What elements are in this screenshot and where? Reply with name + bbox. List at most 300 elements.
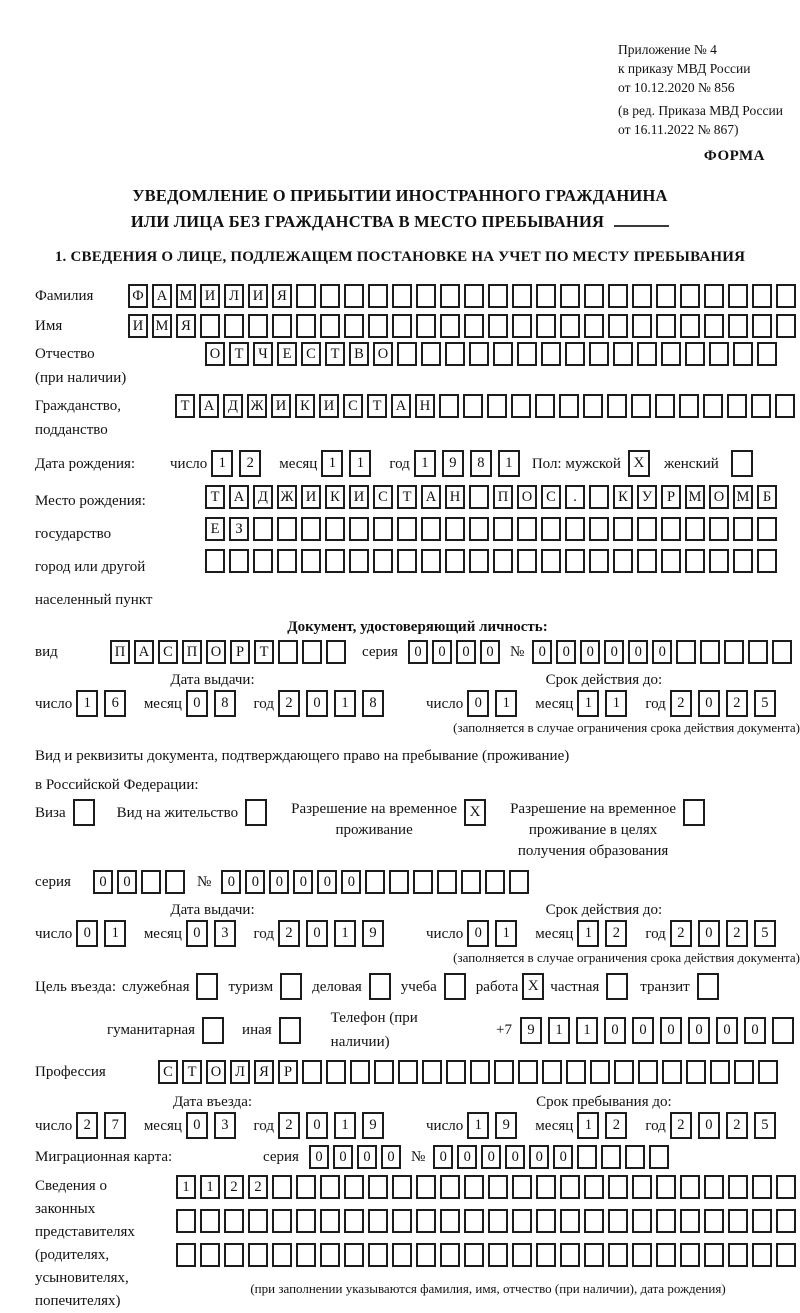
form-cell[interactable] <box>757 549 777 573</box>
form-cell[interactable] <box>296 1209 316 1233</box>
form-cell[interactable] <box>494 1060 514 1084</box>
form-cell[interactable]: Б <box>757 485 777 509</box>
form-cell[interactable] <box>413 870 433 894</box>
form-cell[interactable] <box>296 284 316 308</box>
form-cell[interactable]: Е <box>205 517 225 541</box>
form-cell[interactable] <box>278 640 298 664</box>
form-cell[interactable]: 0 <box>306 1112 328 1139</box>
form-cell[interactable]: 1 <box>349 450 371 477</box>
form-cell[interactable] <box>344 1209 364 1233</box>
form-cell[interactable]: 0 <box>553 1145 573 1169</box>
form-cell[interactable] <box>752 284 772 308</box>
form-cell[interactable] <box>325 517 345 541</box>
form-cell[interactable] <box>368 1175 388 1199</box>
form-cell[interactable] <box>421 342 441 366</box>
form-cell[interactable]: 5 <box>754 1112 776 1139</box>
form-cell[interactable]: 1 <box>548 1017 570 1044</box>
form-cell[interactable]: 0 <box>76 920 98 947</box>
form-cell[interactable]: 0 <box>467 920 489 947</box>
form-cell[interactable] <box>584 1175 604 1199</box>
form-cell[interactable] <box>464 1209 484 1233</box>
form-cell[interactable] <box>748 640 768 664</box>
form-cell[interactable]: 0 <box>117 870 137 894</box>
form-cell[interactable]: О <box>206 640 226 664</box>
form-cell[interactable] <box>392 1175 412 1199</box>
form-cell[interactable] <box>656 1209 676 1233</box>
form-cell[interactable]: 2 <box>278 920 300 947</box>
form-cell[interactable] <box>637 517 657 541</box>
form-cell[interactable] <box>772 1017 794 1044</box>
form-cell[interactable] <box>685 549 705 573</box>
form-cell[interactable] <box>349 517 369 541</box>
form-cell[interactable] <box>470 1060 490 1084</box>
form-cell[interactable] <box>141 870 161 894</box>
form-cell[interactable]: Т <box>254 640 274 664</box>
form-cell[interactable] <box>512 1209 532 1233</box>
form-cell[interactable]: Р <box>278 1060 298 1084</box>
form-cell[interactable] <box>710 1060 730 1084</box>
form-cell[interactable]: Л <box>224 284 244 308</box>
form-cell[interactable] <box>374 1060 394 1084</box>
form-cell[interactable] <box>272 1209 292 1233</box>
form-cell[interactable] <box>464 1175 484 1199</box>
form-cell[interactable] <box>608 1175 628 1199</box>
form-cell[interactable] <box>560 1209 580 1233</box>
form-cell[interactable] <box>608 314 628 338</box>
form-cell[interactable]: К <box>325 485 345 509</box>
form-cell[interactable]: 1 <box>495 690 517 717</box>
form-cell[interactable] <box>686 1060 706 1084</box>
form-cell[interactable]: 0 <box>306 690 328 717</box>
form-cell[interactable] <box>464 284 484 308</box>
form-cell[interactable] <box>728 284 748 308</box>
form-cell[interactable] <box>200 1243 220 1267</box>
purpose-humanitarian-checkbox[interactable] <box>202 1017 224 1044</box>
form-cell[interactable]: Ч <box>253 342 273 366</box>
form-cell[interactable]: 0 <box>480 640 500 664</box>
edu-permit-checkbox[interactable] <box>683 799 705 826</box>
form-cell[interactable]: 1 <box>577 1112 599 1139</box>
form-cell[interactable]: Я <box>176 314 196 338</box>
form-cell[interactable]: 0 <box>698 920 720 947</box>
form-cell[interactable] <box>565 517 585 541</box>
form-cell[interactable] <box>200 1209 220 1233</box>
form-cell[interactable] <box>752 1209 772 1233</box>
form-cell[interactable] <box>536 1175 556 1199</box>
form-cell[interactable]: О <box>206 1060 226 1084</box>
form-cell[interactable] <box>680 284 700 308</box>
form-cell[interactable] <box>583 394 603 418</box>
form-cell[interactable] <box>422 1060 442 1084</box>
form-cell[interactable] <box>542 1060 562 1084</box>
form-cell[interactable]: 1 <box>605 690 627 717</box>
form-cell[interactable] <box>577 1145 597 1169</box>
form-cell[interactable] <box>272 314 292 338</box>
form-cell[interactable]: 2 <box>278 690 300 717</box>
form-cell[interactable]: 0 <box>698 690 720 717</box>
form-cell[interactable]: 0 <box>93 870 113 894</box>
form-cell[interactable] <box>676 640 696 664</box>
form-cell[interactable] <box>440 284 460 308</box>
form-cell[interactable]: Д <box>223 394 243 418</box>
form-cell[interactable]: 0 <box>529 1145 549 1169</box>
form-cell[interactable] <box>493 517 513 541</box>
form-cell[interactable]: 8 <box>470 450 492 477</box>
form-cell[interactable]: 5 <box>754 920 776 947</box>
form-cell[interactable]: Т <box>175 394 195 418</box>
form-cell[interactable]: 8 <box>214 690 236 717</box>
form-cell[interactable] <box>165 870 185 894</box>
form-cell[interactable] <box>320 1243 340 1267</box>
form-cell[interactable]: М <box>152 314 172 338</box>
form-cell[interactable]: 0 <box>381 1145 401 1169</box>
form-cell[interactable] <box>512 1175 532 1199</box>
form-cell[interactable] <box>625 1145 645 1169</box>
form-cell[interactable] <box>421 549 441 573</box>
form-cell[interactable]: 2 <box>605 920 627 947</box>
form-cell[interactable] <box>649 1145 669 1169</box>
form-cell[interactable] <box>365 870 385 894</box>
form-cell[interactable]: И <box>319 394 339 418</box>
form-cell[interactable] <box>469 517 489 541</box>
form-cell[interactable] <box>445 549 465 573</box>
form-cell[interactable]: Д <box>253 485 273 509</box>
form-cell[interactable] <box>398 1060 418 1084</box>
form-cell[interactable] <box>512 284 532 308</box>
form-cell[interactable]: 1 <box>414 450 436 477</box>
form-cell[interactable]: 0 <box>341 870 361 894</box>
form-cell[interactable]: 0 <box>186 690 208 717</box>
form-cell[interactable] <box>601 1145 621 1169</box>
form-cell[interactable] <box>700 640 720 664</box>
form-cell[interactable] <box>224 1243 244 1267</box>
form-cell[interactable]: Т <box>229 342 249 366</box>
purpose-work-checkbox[interactable]: X <box>522 973 544 1000</box>
form-cell[interactable] <box>326 640 346 664</box>
form-cell[interactable]: Т <box>182 1060 202 1084</box>
form-cell[interactable] <box>613 342 633 366</box>
form-cell[interactable] <box>584 314 604 338</box>
form-cell[interactable] <box>253 517 273 541</box>
form-cell[interactable]: 0 <box>744 1017 766 1044</box>
form-cell[interactable] <box>445 517 465 541</box>
form-cell[interactable] <box>589 517 609 541</box>
form-cell[interactable] <box>607 394 627 418</box>
form-cell[interactable]: 1 <box>495 920 517 947</box>
form-cell[interactable]: Ж <box>277 485 297 509</box>
form-cell[interactable]: 0 <box>433 1145 453 1169</box>
form-cell[interactable]: 0 <box>505 1145 525 1169</box>
form-cell[interactable]: А <box>391 394 411 418</box>
form-cell[interactable] <box>397 517 417 541</box>
form-cell[interactable] <box>488 1243 508 1267</box>
form-cell[interactable]: 2 <box>670 690 692 717</box>
form-cell[interactable]: . <box>565 485 585 509</box>
form-cell[interactable] <box>488 314 508 338</box>
form-cell[interactable] <box>205 549 225 573</box>
temp-permit-checkbox[interactable]: X <box>464 799 486 826</box>
form-cell[interactable] <box>727 394 747 418</box>
form-cell[interactable]: Н <box>415 394 435 418</box>
form-cell[interactable] <box>536 1243 556 1267</box>
form-cell[interactable] <box>416 314 436 338</box>
form-cell[interactable] <box>613 517 633 541</box>
form-cell[interactable] <box>560 1243 580 1267</box>
form-cell[interactable]: 0 <box>628 640 648 664</box>
form-cell[interactable] <box>517 517 537 541</box>
form-cell[interactable] <box>728 1243 748 1267</box>
form-cell[interactable]: 1 <box>211 450 233 477</box>
form-cell[interactable]: Л <box>230 1060 250 1084</box>
form-cell[interactable] <box>757 517 777 541</box>
form-cell[interactable]: В <box>349 342 369 366</box>
form-cell[interactable] <box>680 1175 700 1199</box>
form-cell[interactable]: 7 <box>104 1112 126 1139</box>
form-cell[interactable] <box>685 517 705 541</box>
form-cell[interactable]: 3 <box>214 1112 236 1139</box>
form-cell[interactable]: А <box>421 485 441 509</box>
form-cell[interactable] <box>685 342 705 366</box>
form-cell[interactable] <box>584 284 604 308</box>
form-cell[interactable]: А <box>229 485 249 509</box>
purpose-business-checkbox[interactable] <box>369 973 391 1000</box>
form-cell[interactable] <box>200 314 220 338</box>
form-cell[interactable] <box>752 1175 772 1199</box>
form-cell[interactable]: 0 <box>309 1145 329 1169</box>
form-cell[interactable] <box>752 1243 772 1267</box>
form-cell[interactable] <box>509 870 529 894</box>
form-cell[interactable] <box>439 394 459 418</box>
form-cell[interactable] <box>680 1243 700 1267</box>
form-cell[interactable] <box>704 284 724 308</box>
form-cell[interactable]: 0 <box>408 640 428 664</box>
form-cell[interactable]: 2 <box>76 1112 98 1139</box>
form-cell[interactable] <box>446 1060 466 1084</box>
form-cell[interactable]: 9 <box>362 1112 384 1139</box>
form-cell[interactable] <box>464 314 484 338</box>
form-cell[interactable]: 1 <box>498 450 520 477</box>
form-cell[interactable]: И <box>349 485 369 509</box>
form-cell[interactable] <box>703 394 723 418</box>
form-cell[interactable] <box>614 1060 634 1084</box>
form-cell[interactable]: У <box>637 485 657 509</box>
form-cell[interactable]: 0 <box>333 1145 353 1169</box>
form-cell[interactable] <box>757 342 777 366</box>
form-cell[interactable] <box>589 485 609 509</box>
form-cell[interactable]: Я <box>272 284 292 308</box>
form-cell[interactable] <box>613 549 633 573</box>
form-cell[interactable] <box>296 1175 316 1199</box>
form-cell[interactable] <box>518 1060 538 1084</box>
form-cell[interactable]: 1 <box>467 1112 489 1139</box>
form-cell[interactable]: Р <box>661 485 681 509</box>
form-cell[interactable] <box>253 549 273 573</box>
form-cell[interactable] <box>440 1243 460 1267</box>
form-cell[interactable] <box>709 342 729 366</box>
form-cell[interactable]: 2 <box>726 920 748 947</box>
form-cell[interactable] <box>277 517 297 541</box>
form-cell[interactable]: 0 <box>432 640 452 664</box>
form-cell[interactable] <box>776 314 796 338</box>
form-cell[interactable]: 2 <box>726 1112 748 1139</box>
purpose-study-checkbox[interactable] <box>444 973 466 1000</box>
form-cell[interactable] <box>566 1060 586 1084</box>
form-cell[interactable] <box>608 1209 628 1233</box>
form-cell[interactable] <box>590 1060 610 1084</box>
form-cell[interactable] <box>632 284 652 308</box>
form-cell[interactable] <box>734 1060 754 1084</box>
form-cell[interactable] <box>541 342 561 366</box>
form-cell[interactable]: И <box>248 284 268 308</box>
form-cell[interactable]: Ж <box>247 394 267 418</box>
form-cell[interactable]: 0 <box>186 920 208 947</box>
form-cell[interactable] <box>301 549 321 573</box>
form-cell[interactable] <box>772 640 792 664</box>
form-cell[interactable] <box>776 1175 796 1199</box>
form-cell[interactable] <box>392 284 412 308</box>
form-cell[interactable] <box>493 549 513 573</box>
form-cell[interactable] <box>656 314 676 338</box>
purpose-other-checkbox[interactable] <box>279 1017 301 1044</box>
purpose-tourism-checkbox[interactable] <box>280 973 302 1000</box>
form-cell[interactable] <box>704 1243 724 1267</box>
form-cell[interactable] <box>320 284 340 308</box>
form-cell[interactable]: 0 <box>457 1145 477 1169</box>
form-cell[interactable]: 0 <box>580 640 600 664</box>
form-cell[interactable] <box>368 1243 388 1267</box>
form-cell[interactable] <box>463 394 483 418</box>
form-cell[interactable] <box>656 284 676 308</box>
form-cell[interactable]: Т <box>397 485 417 509</box>
form-cell[interactable] <box>272 1175 292 1199</box>
residence-permit-checkbox[interactable] <box>245 799 267 826</box>
form-cell[interactable] <box>631 394 651 418</box>
form-cell[interactable]: 0 <box>456 640 476 664</box>
form-cell[interactable]: 0 <box>716 1017 738 1044</box>
form-cell[interactable] <box>632 1209 652 1233</box>
form-cell[interactable] <box>709 549 729 573</box>
form-cell[interactable]: 0 <box>221 870 241 894</box>
form-cell[interactable]: 1 <box>334 920 356 947</box>
form-cell[interactable] <box>302 640 322 664</box>
form-cell[interactable]: И <box>271 394 291 418</box>
form-cell[interactable] <box>637 549 657 573</box>
form-cell[interactable] <box>724 640 744 664</box>
form-cell[interactable] <box>461 870 481 894</box>
form-cell[interactable]: 0 <box>698 1112 720 1139</box>
form-cell[interactable] <box>608 284 628 308</box>
form-cell[interactable]: 0 <box>293 870 313 894</box>
form-cell[interactable] <box>733 517 753 541</box>
form-cell[interactable]: 2 <box>248 1175 268 1199</box>
form-cell[interactable]: 2 <box>670 1112 692 1139</box>
form-cell[interactable]: 0 <box>269 870 289 894</box>
form-cell[interactable]: 2 <box>726 690 748 717</box>
form-cell[interactable]: 0 <box>317 870 337 894</box>
form-cell[interactable] <box>326 1060 346 1084</box>
form-cell[interactable]: С <box>373 485 393 509</box>
form-cell[interactable] <box>565 549 585 573</box>
form-cell[interactable]: 2 <box>224 1175 244 1199</box>
form-cell[interactable] <box>758 1060 778 1084</box>
form-cell[interactable] <box>536 1209 556 1233</box>
form-cell[interactable] <box>350 1060 370 1084</box>
form-cell[interactable]: 0 <box>660 1017 682 1044</box>
form-cell[interactable]: С <box>541 485 561 509</box>
form-cell[interactable]: Ф <box>128 284 148 308</box>
form-cell[interactable]: О <box>205 342 225 366</box>
form-cell[interactable]: П <box>493 485 513 509</box>
form-cell[interactable] <box>704 1209 724 1233</box>
form-cell[interactable] <box>368 314 388 338</box>
form-cell[interactable] <box>296 1243 316 1267</box>
form-cell[interactable] <box>302 1060 322 1084</box>
form-cell[interactable]: 2 <box>605 1112 627 1139</box>
form-cell[interactable] <box>296 314 316 338</box>
form-cell[interactable]: 0 <box>186 1112 208 1139</box>
form-cell[interactable] <box>320 1175 340 1199</box>
form-cell[interactable]: 0 <box>306 920 328 947</box>
form-cell[interactable] <box>728 1209 748 1233</box>
form-cell[interactable]: 1 <box>577 690 599 717</box>
sex-female-checkbox[interactable] <box>731 450 753 477</box>
form-cell[interactable] <box>535 394 555 418</box>
form-cell[interactable] <box>469 549 489 573</box>
form-cell[interactable]: П <box>110 640 130 664</box>
form-cell[interactable]: М <box>685 485 705 509</box>
form-cell[interactable]: 1 <box>76 690 98 717</box>
form-cell[interactable]: 1 <box>200 1175 220 1199</box>
form-cell[interactable]: Т <box>367 394 387 418</box>
form-cell[interactable] <box>397 549 417 573</box>
form-cell[interactable] <box>656 1243 676 1267</box>
form-cell[interactable] <box>536 314 556 338</box>
form-cell[interactable] <box>325 549 345 573</box>
form-cell[interactable] <box>344 1175 364 1199</box>
form-cell[interactable] <box>344 314 364 338</box>
form-cell[interactable] <box>589 549 609 573</box>
form-cell[interactable]: 0 <box>632 1017 654 1044</box>
form-cell[interactable] <box>632 1243 652 1267</box>
form-cell[interactable] <box>728 1175 748 1199</box>
form-cell[interactable] <box>373 549 393 573</box>
form-cell[interactable]: 1 <box>334 1112 356 1139</box>
form-cell[interactable] <box>320 1209 340 1233</box>
form-cell[interactable] <box>368 284 388 308</box>
form-cell[interactable] <box>392 1209 412 1233</box>
form-cell[interactable]: И <box>128 314 148 338</box>
form-cell[interactable] <box>176 1209 196 1233</box>
form-cell[interactable]: 2 <box>278 1112 300 1139</box>
form-cell[interactable]: 3 <box>214 920 236 947</box>
form-cell[interactable] <box>541 517 561 541</box>
form-cell[interactable] <box>464 1243 484 1267</box>
form-cell[interactable]: П <box>182 640 202 664</box>
form-cell[interactable] <box>344 1243 364 1267</box>
form-cell[interactable]: 0 <box>481 1145 501 1169</box>
form-cell[interactable] <box>541 549 561 573</box>
form-cell[interactable] <box>416 1243 436 1267</box>
form-cell[interactable]: 8 <box>362 690 384 717</box>
form-cell[interactable] <box>536 284 556 308</box>
form-cell[interactable] <box>559 394 579 418</box>
visa-checkbox[interactable] <box>73 799 95 826</box>
form-cell[interactable]: 9 <box>520 1017 542 1044</box>
form-cell[interactable]: 0 <box>532 640 552 664</box>
form-cell[interactable] <box>272 1243 292 1267</box>
form-cell[interactable] <box>775 394 795 418</box>
form-cell[interactable]: 1 <box>176 1175 196 1199</box>
